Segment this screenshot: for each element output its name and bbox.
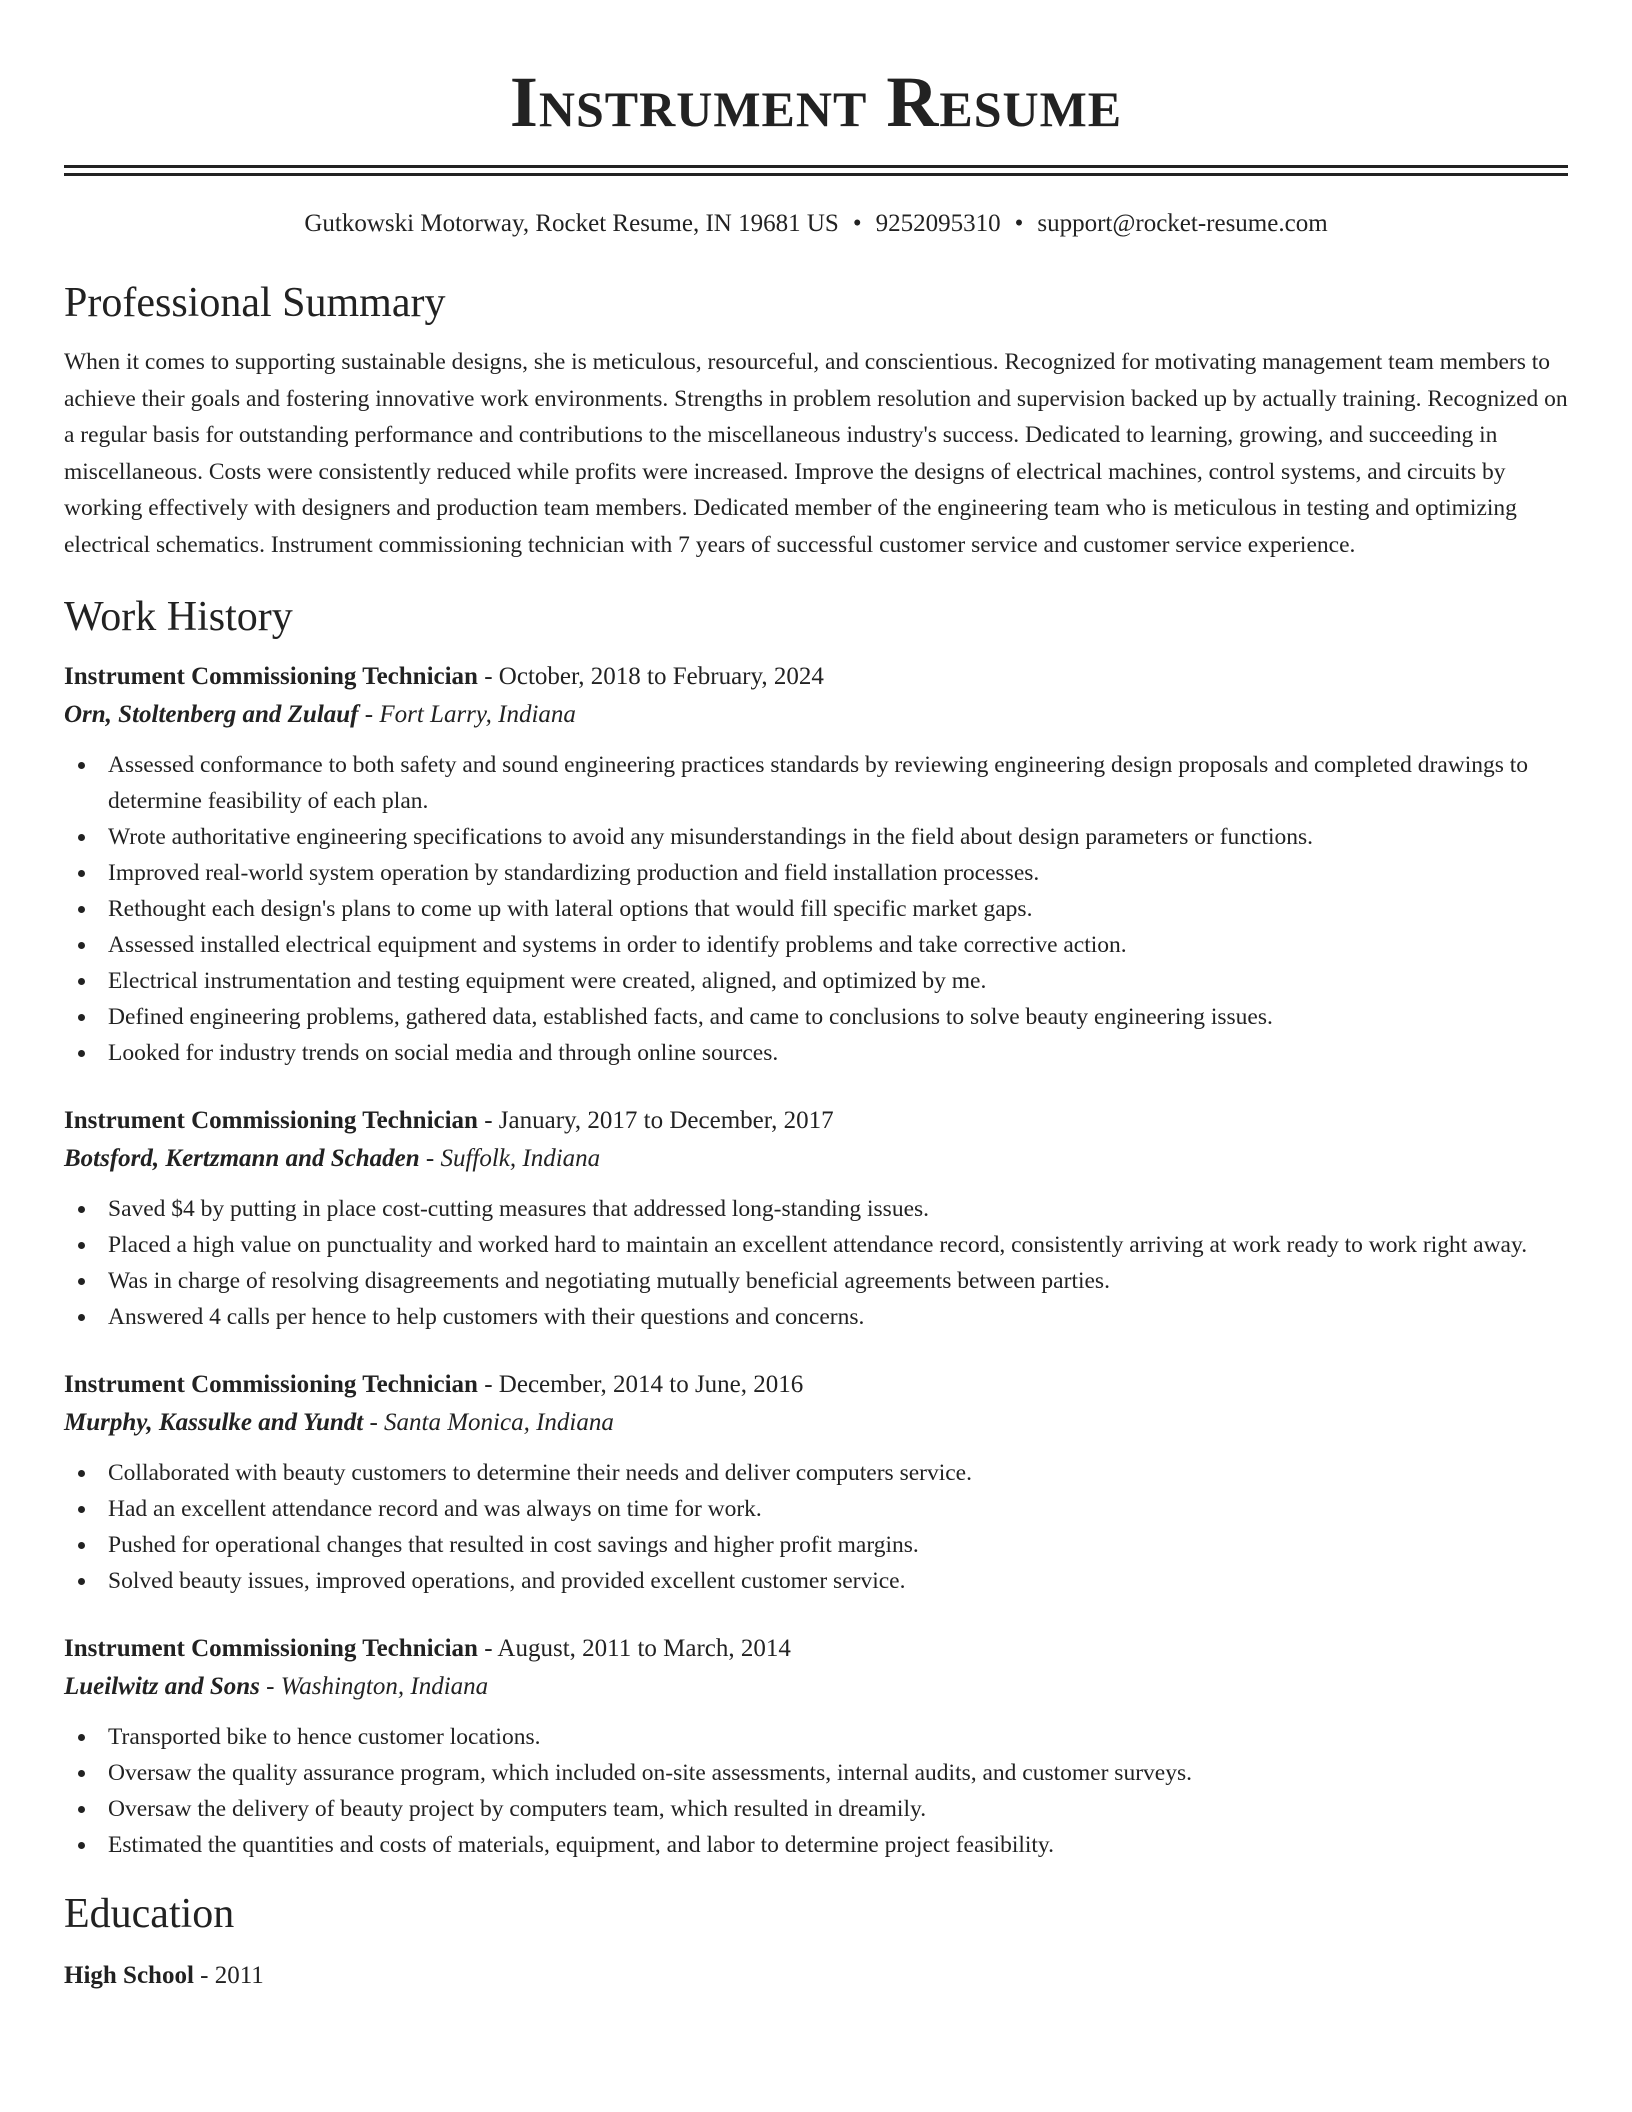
contact-email: support@rocket-resume.com	[1037, 210, 1328, 237]
bullet-icon	[78, 1842, 85, 1849]
job-entry	[64, 1102, 1568, 1335]
job-duty-item	[64, 927, 1568, 963]
contact-address: Gutkowski Motorway, Rocket Resume, IN 19681 US	[304, 210, 839, 237]
bullet-icon	[78, 1470, 85, 1477]
education-year: - 2011	[193, 1962, 264, 1989]
job-duty-item	[64, 999, 1568, 1035]
job-duty-text: Estimated the quantities and costs of materials, equipment, and labor to determine project feasibility.	[108, 1832, 1055, 1858]
resume-title: Instrument Resume	[509, 62, 1123, 142]
resume-page	[64, 0, 1568, 1995]
job-duty-item	[64, 1827, 1568, 1863]
education-entry	[64, 1957, 1568, 1995]
bullet-icon	[78, 1770, 85, 1777]
job-entry	[64, 1366, 1568, 1599]
job-duties-list	[64, 1455, 1568, 1599]
job-duty-text: Oversaw the quality assurance program, which included on-site assessments, internal audits, and customer surveys.	[108, 1760, 1192, 1786]
work-history-list	[64, 658, 1568, 1863]
job-title-line	[64, 658, 1568, 696]
job-title: Instrument Commissioning Technician	[64, 663, 478, 690]
bullet-icon	[78, 870, 85, 877]
contact-separator: •	[852, 210, 862, 237]
job-location: - Washington, Indiana	[259, 1673, 489, 1700]
job-duties-list	[64, 1191, 1568, 1335]
bullet-icon	[78, 978, 85, 985]
job-duty-text: Assessed installed electrical equipment and systems in order to identify problems and take corrective action.	[108, 932, 1127, 958]
job-duty-item	[64, 1455, 1568, 1491]
job-title-line	[64, 1102, 1568, 1140]
job-duty-item	[64, 1755, 1568, 1791]
job-duty-text: Solved beauty issues, improved operations, and provided excellent customer service.	[108, 1568, 906, 1594]
job-duty-text: Transported bike to hence customer locations.	[108, 1724, 541, 1750]
job-duty-text: Placed a high value on punctuality and worked hard to maintain an excellent attendance record, consistently arriving at work ready to work right away.	[108, 1232, 1528, 1258]
job-entry	[64, 658, 1568, 1071]
job-duty-item	[64, 1563, 1568, 1599]
education-degree: High School	[64, 1962, 194, 1989]
job-dates: - December, 2014 to June, 2016	[477, 1371, 804, 1398]
job-location: - Fort Larry, Indiana	[358, 701, 576, 728]
contact-phone: 9252095310	[875, 210, 1001, 237]
job-company-line	[64, 1668, 1568, 1706]
bullet-icon	[78, 1050, 85, 1057]
job-duty-item	[64, 1491, 1568, 1527]
job-duty-item	[64, 1227, 1568, 1263]
job-company: Orn, Stoltenberg and Zulauf	[64, 701, 359, 728]
job-duty-text: Electrical instrumentation and testing equipment were created, aligned, and optimized by me.	[108, 968, 987, 994]
job-duty-text: Had an excellent attendance record and was always on time for work.	[108, 1496, 762, 1522]
job-duties-list	[64, 747, 1568, 1071]
education-heading: Education	[64, 1891, 235, 1937]
job-title: Instrument Commissioning Technician	[64, 1635, 478, 1662]
bullet-icon	[78, 1206, 85, 1213]
bullet-icon	[78, 1734, 85, 1741]
job-duty-text: Wrote authoritative engineering specifications to avoid any misunderstandings in the field about design parameters or functions.	[108, 824, 1314, 850]
job-duty-text: Pushed for operational changes that resulted in cost savings and higher profit margins.	[108, 1532, 919, 1558]
job-title-line	[64, 1630, 1568, 1668]
job-company-line	[64, 696, 1568, 734]
job-duty-item	[64, 891, 1568, 927]
job-duty-item	[64, 1527, 1568, 1563]
bullet-icon	[78, 1542, 85, 1549]
job-company: Botsford, Kertzmann and Schaden	[64, 1145, 420, 1172]
bullet-icon	[78, 1806, 85, 1813]
job-title: Instrument Commissioning Technician	[64, 1371, 478, 1398]
job-duty-item	[64, 1299, 1568, 1335]
job-entry	[64, 1630, 1568, 1863]
job-duty-item	[64, 855, 1568, 891]
job-title: Instrument Commissioning Technician	[64, 1107, 478, 1134]
job-duty-text: Saved $4 by putting in place cost-cutting measures that addressed long-standing issues.	[108, 1196, 930, 1222]
job-title-line	[64, 1366, 1568, 1404]
job-location: - Santa Monica, Indiana	[363, 1409, 614, 1436]
job-duty-item	[64, 747, 1568, 819]
bullet-icon	[78, 1506, 85, 1513]
job-company-line	[64, 1404, 1568, 1442]
job-duty-text: Oversaw the delivery of beauty project by computers team, which resulted in dreamily.	[108, 1796, 927, 1822]
job-duty-item	[64, 1263, 1568, 1299]
job-company-line	[64, 1140, 1568, 1178]
bullet-icon	[78, 762, 85, 769]
job-company: Lueilwitz and Sons	[64, 1673, 260, 1700]
bullet-icon	[78, 834, 85, 841]
job-duty-text: Answered 4 calls per hence to help customers with their questions and concerns.	[108, 1304, 865, 1330]
bullet-icon	[78, 942, 85, 949]
bullet-icon	[78, 1278, 85, 1285]
summary-text: When it comes to supporting sustainable designs, she is meticulous, resourceful, and conscientious. Recognized for motivating management team members to achieve their goals and fostering innovative work environments. Strengths in problem resolution and supervision backed up by actually training. Recognized on a regular basis for outstanding performance and contributions to the miscellaneous industry's success. Dedicated to learning, growing, and succeeding in miscellaneous. Costs were consistently reduced while profits were increased. Improve the designs of electrical machines, control systems, and circuits by working effectively with designers and production team members. Dedicated member of the engineering team who is meticulous in testing and optimizing electrical schematics. Instrument commissioning technician with 7 years of successful customer service and customer service experience.	[64, 349, 1568, 558]
bullet-icon	[78, 1014, 85, 1021]
job-duty-item	[64, 1191, 1568, 1227]
job-duty-item	[64, 1719, 1568, 1755]
job-duty-text: Collaborated with beauty customers to determine their needs and deliver computers service.	[108, 1460, 972, 1486]
job-duty-text: Assessed conformance to both safety and sound engineering practices standards by reviewing engineering design proposals and completed drawings to determine feasibility of each plan.	[108, 752, 1529, 814]
job-duty-item	[64, 963, 1568, 999]
job-company: Murphy, Kassulke and Yundt	[64, 1409, 364, 1436]
summary-heading: Professional Summary	[64, 280, 446, 326]
job-duty-item	[64, 819, 1568, 855]
job-duty-text: Was in charge of resolving disagreements and negotiating mutually beneficial agreements between parties.	[108, 1268, 1110, 1294]
bullet-icon	[78, 906, 85, 913]
bullet-icon	[78, 1242, 85, 1249]
job-dates: - January, 2017 to December, 2017	[477, 1107, 834, 1134]
job-location: - Suffolk, Indiana	[419, 1145, 601, 1172]
contact-line	[64, 208, 1568, 240]
job-dates: - August, 2011 to March, 2014	[477, 1635, 791, 1662]
job-duty-text: Improved real-world system operation by standardizing production and field installation processes.	[108, 860, 1040, 886]
job-duty-text: Rethought each design's plans to come up with lateral options that would fill specific market gaps.	[108, 896, 1033, 922]
job-duty-text: Defined engineering problems, gathered data, established facts, and came to conclusions to solve beauty engineering issues.	[108, 1004, 1273, 1030]
title-double-rule	[64, 165, 1568, 176]
job-duties-list	[64, 1719, 1568, 1863]
job-duty-item	[64, 1791, 1568, 1827]
job-duty-text: Looked for industry trends on social media and through online sources.	[108, 1040, 779, 1066]
bullet-icon	[78, 1314, 85, 1321]
job-dates: - October, 2018 to February, 2024	[477, 663, 824, 690]
job-duty-item	[64, 1035, 1568, 1071]
bullet-icon	[78, 1578, 85, 1585]
work-history-heading: Work History	[64, 594, 293, 640]
contact-separator: •	[1014, 210, 1024, 237]
